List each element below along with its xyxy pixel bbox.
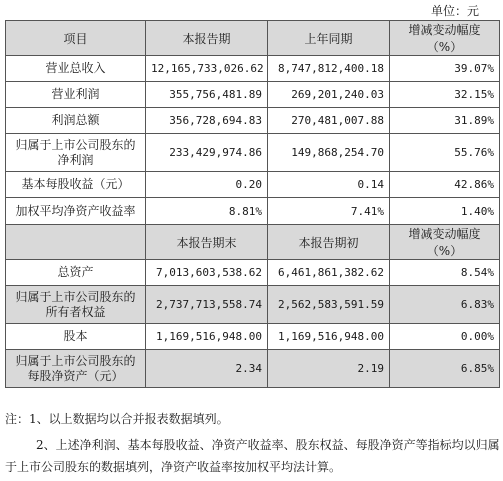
row-label: 营业总收入 <box>6 56 146 82</box>
prior-period-value: 270,481,007.88 <box>268 108 390 134</box>
row-label: 归属于上市公司股东的所有者权益 <box>6 286 146 324</box>
prior-period-value: 269,201,240.03 <box>268 82 390 108</box>
header-cell: 增减变动幅度（%） <box>390 225 500 260</box>
prior-period-value: 7.41% <box>268 198 390 225</box>
table-row <box>6 286 500 324</box>
row-label: 加权平均净资产收益率 <box>6 198 146 225</box>
table-row <box>6 260 500 286</box>
row-label: 总资产 <box>6 260 146 286</box>
period-start-value: 1,169,516,948.00 <box>268 324 390 350</box>
header-cell <box>6 225 146 260</box>
period-end-value: 2.34 <box>146 350 268 388</box>
current-period-value: 233,429,974.86 <box>146 134 268 172</box>
period-end-value: 7,013,603,538.62 <box>146 260 268 286</box>
change-percent: 6.83% <box>390 286 500 324</box>
prior-period-value: 8,747,812,400.18 <box>268 56 390 82</box>
table-row <box>6 350 500 388</box>
current-period-value: 12,165,733,026.62 <box>146 56 268 82</box>
table-row <box>6 172 500 198</box>
change-percent: 39.07% <box>390 56 500 82</box>
period-start-value: 2.19 <box>268 350 390 388</box>
row-label: 利润总额 <box>6 108 146 134</box>
period-end-value: 2,737,713,558.74 <box>146 286 268 324</box>
current-period-value: 8.81% <box>146 198 268 225</box>
prior-period-value: 0.14 <box>268 172 390 198</box>
table-row <box>6 198 500 225</box>
current-period-value: 0.20 <box>146 172 268 198</box>
change-percent: 42.86% <box>390 172 500 198</box>
change-percent: 32.15% <box>390 82 500 108</box>
table-row <box>6 56 500 82</box>
row-label: 归属于上市公司股东的净利润 <box>6 134 146 172</box>
change-percent: 55.76% <box>390 134 500 172</box>
period-start-value: 6,461,861,382.62 <box>268 260 390 286</box>
current-period-value: 356,728,694.83 <box>146 108 268 134</box>
unit-label: 单位：元 <box>430 4 479 18</box>
header-cell: 增减变动幅度（%） <box>390 21 500 56</box>
footnote-1: 注：1、以上数据均以合并报表数据填列。 <box>5 412 229 426</box>
row-label: 归属于上市公司股东的每股净资产（元） <box>6 350 146 388</box>
table-row <box>6 108 500 134</box>
row-label: 营业利润 <box>6 82 146 108</box>
header-cell: 本报告期末 <box>146 225 268 260</box>
current-period-value: 355,756,481.89 <box>146 82 268 108</box>
header-cell: 本报告期初 <box>268 225 390 260</box>
period-start-value: 2,562,583,591.59 <box>268 286 390 324</box>
period-end-value: 1,169,516,948.00 <box>146 324 268 350</box>
change-percent: 31.89% <box>390 108 500 134</box>
change-percent: 6.85% <box>390 350 500 388</box>
change-percent: 8.54% <box>390 260 500 286</box>
table-row <box>6 82 500 108</box>
change-percent: 1.40% <box>390 198 500 225</box>
prior-period-value: 149,868,254.70 <box>268 134 390 172</box>
row-label: 基本每股收益（元） <box>6 172 146 198</box>
financial-summary-table <box>5 20 500 388</box>
header-cell: 上年同期 <box>268 21 390 56</box>
footnote-2: 2、上述净利润、基本每股收益、净资产收益率、股东权益、每股净资产等指标均以归属 <box>36 438 500 452</box>
row-label: 股本 <box>6 324 146 350</box>
table-row <box>6 324 500 350</box>
header-cell: 项目 <box>6 21 146 56</box>
table-subheader-row <box>6 225 500 260</box>
table-header-row <box>6 21 500 56</box>
table-row <box>6 134 500 172</box>
change-percent: 0.00% <box>390 324 500 350</box>
header-cell: 本报告期 <box>146 21 268 56</box>
footnote-2-continued: 于上市公司股东的数据填列，净资产收益率按加权平均法计算。 <box>5 460 342 474</box>
